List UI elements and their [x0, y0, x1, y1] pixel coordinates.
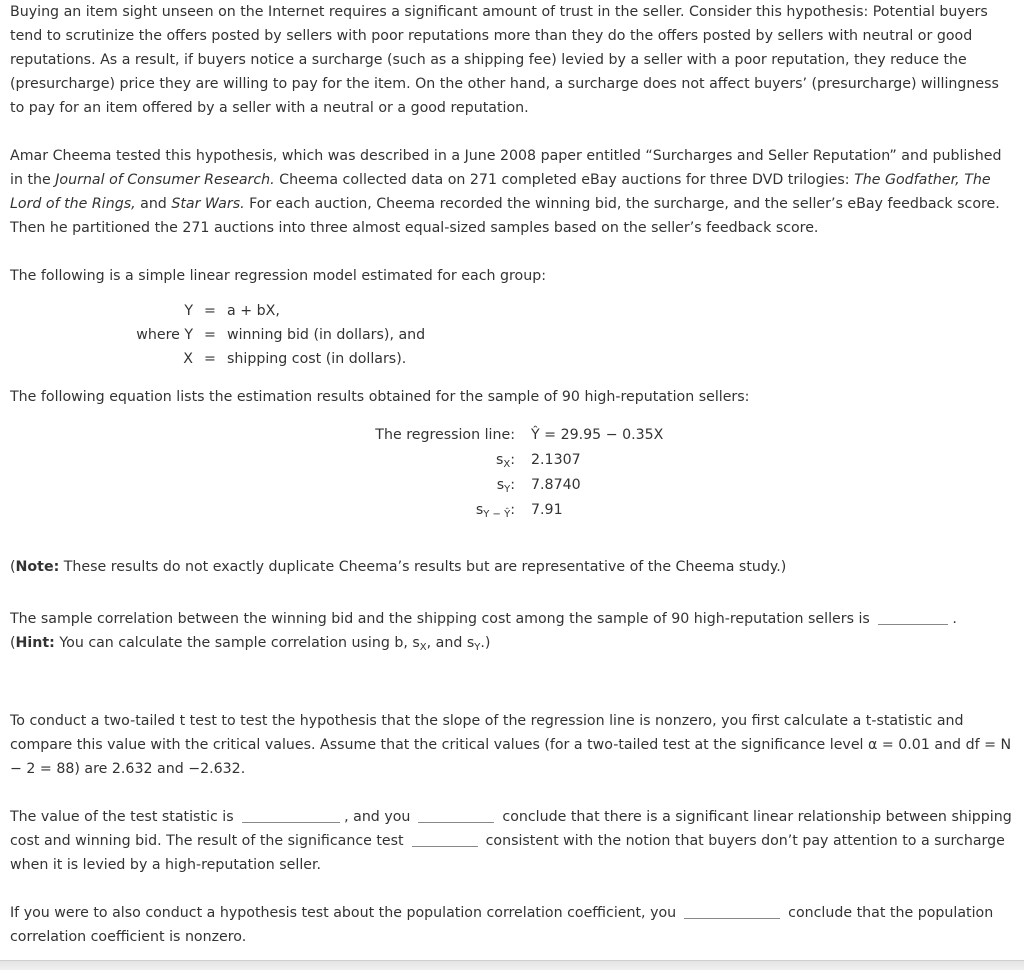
- cheema-text-2: Cheema collected data on 271 completed eBay auctions for three DVD trilogies:: [274, 172, 855, 188]
- sy-value: 7.8740: [531, 477, 581, 493]
- regression-line-row: [10, 423, 1014, 448]
- model-equals: =: [204, 351, 216, 367]
- test-statistic-blank[interactable]: [242, 808, 340, 823]
- model-definition: [10, 299, 1014, 371]
- model-left: Y: [184, 303, 193, 319]
- sx-label: $s_X$:: [495, 452, 515, 470]
- regression-line-label: The regression line:: [375, 427, 515, 443]
- test-statistic-question: The value of the test statistic is , and you conclude that there is a significant linear relationship between shipping cost and winning bid. The result of the significance test consistent with the notion that buyers don’t pay attention to a surcharge when it is levied by a high-reputation seller.: [10, 809, 1012, 873]
- star-wars-title: Star Wars.: [171, 196, 245, 212]
- conclude-dropdown-blank[interactable]: [418, 808, 494, 823]
- model-left: where Y: [136, 327, 193, 343]
- note-paragraph: (Note: These results do not exactly duplicate Cheema’s results but are representative of the Cheema study.): [10, 559, 787, 575]
- model-left: X: [183, 351, 193, 367]
- cheema-text-3: and: [135, 196, 172, 212]
- correlation-question: The sample correlation between the winning bid and the shipping cost among the sample of 90 high-reputation sellers is . (Hint: You can calculate the sample correlation using b, $s_X$, and $s_Y$.): [10, 611, 957, 653]
- sx-value: 2.1307: [531, 452, 581, 468]
- estimation-results: [10, 423, 1014, 523]
- model-intro: The following is a simple linear regression model estimated for each group:: [10, 268, 546, 284]
- residual-sd-label: $s_{Y - Ŷ}$:: [475, 502, 515, 520]
- model-row: [10, 347, 1014, 371]
- note-label: Note:: [15, 559, 60, 575]
- model-equals: =: [204, 303, 216, 319]
- model-row: [10, 299, 1014, 323]
- correlation-answer-blank[interactable]: [878, 610, 948, 625]
- model-row: [10, 323, 1014, 347]
- cheema-paragraph: [10, 144, 1014, 240]
- intro-paragraph: Buying an item sight unseen on the Internet requires a significant amount of trust in the seller. Consider this hypothesis: Potential buyers tend to scrutinize the offers posted by sellers with poor reputations more than they do the offers posted by sellers with neutral or good reputations. As a result, if buyers notice a surcharge (such as a shipping fee) levied by a seller with a poor reputation, they reduce the (presurcharge) price they are willing to pay for the item. On the other hand, a surcharge does not affect buyers’ (presurcharge) willingness to pay for an item offered by a seller with a neutral or a good reputation.: [10, 4, 999, 116]
- cheema-text-4: For each auction, Cheema recorded the winning bid, the surcharge, and the seller’s eBay feedback score. Then he partitioned the 271 auctions into three almost equal-sized samples based on the seller’s feedback score.: [10, 196, 1000, 236]
- hint-label: Hint:: [15, 635, 55, 651]
- result-dropdown-blank[interactable]: [412, 832, 478, 847]
- cheema-text-1: Amar Cheema tested this hypothesis, which was described in a June 2008 paper entitled “Surcharges and Seller Reputation” and published in the: [10, 148, 1002, 188]
- model-right: a + bX,: [227, 303, 280, 319]
- model-right: shipping cost (in dollars).: [227, 351, 407, 367]
- residual-sd-row: [10, 498, 1014, 523]
- results-intro: The following equation lists the estimation results obtained for the sample of 90 high-reputation sellers:: [10, 389, 750, 405]
- population-correlation-question: If you were to also conduct a hypothesis test about the population correlation coefficient, you conclude that the population correlation coefficient is nonzero.: [10, 905, 994, 945]
- model-right: winning bid (in dollars), and: [227, 327, 426, 343]
- trilogy-titles: The Godfather, The Lord of the Rings,: [10, 172, 991, 212]
- sy-row: [10, 473, 1014, 498]
- sy-label: $s_Y$:: [496, 477, 515, 495]
- residual-sd-value: 7.91: [531, 502, 563, 518]
- population-conclude-blank[interactable]: [684, 904, 780, 919]
- sx-row: [10, 448, 1014, 473]
- ttest-paragraph: To conduct a two-tailed t test to test the hypothesis that the slope of the regression line is nonzero, you first calculate a t-statistic and compare this value with the critical values. Assume that the critical values (for a two-tailed test at the significance level α = 0.01 and df = N − 2 = 88) are 2.632 and −2.632.: [10, 713, 1012, 777]
- model-equals: =: [204, 327, 216, 343]
- journal-title: Journal of Consumer Research.: [55, 172, 275, 188]
- regression-line-value: Ŷ = 29.95 − 0.35X: [531, 427, 664, 443]
